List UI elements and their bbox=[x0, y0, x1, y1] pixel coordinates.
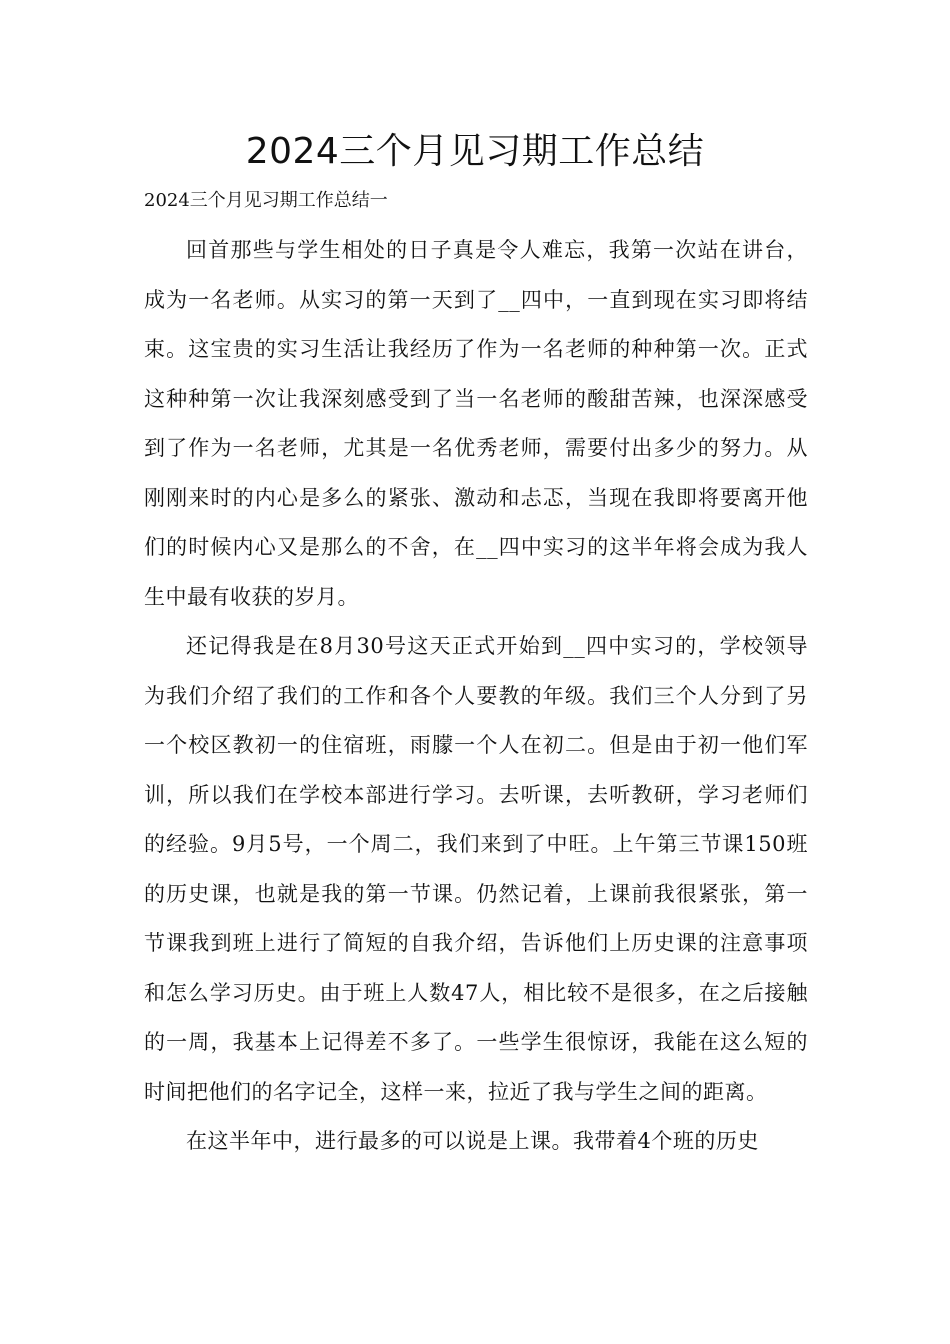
document-title: 2024三个月见习期工作总结 bbox=[245, 131, 705, 172]
paragraph-1: 回首那些与学生相处的日子真是令人难忘，我第一次站在讲台，成为一名老师。从实习的第一天到了__四中，一直到现在实习即将结束。这宝贵的实习生活让我经历了作为一名老师的种种第一次。正式这种种第一次让我深刻感受到了当一名老师的酸甜苦辣，也深深感受到了作为一名老师，尤其是一名优秀老师，需要付出多少的努力。从刚刚来时的内心是多么的紧张、激动和忐忑，当现在我即将要离开他们的时候内心又是那么的不舍，在__四中实习的这半年将会成为我人生中最有收获的岁月。 bbox=[144, 238, 808, 609]
paragraph-2: 还记得我是在8月30号这天正式开始到__四中实习的，学校领导为我们介绍了我们的工作和各个人要教的年级。我们三个人分到了另一个校区教初一的住宿班，雨朦一个人在初二。但是由于初一他们军训，所以我们在学校本部进行学习。去听课，去听教研，学习老师们的经验。9月5号，一个周二，我们来到了中旺。上午第三节课150班的历史课，也就是我的第一节课。仍然记着，上课前我很紧张，第一节课我到班上进行了简短的自我介绍，告诉他们上历史课的注意事项和怎么学习历史。由于班上人数47人，相比较不是很多，在之后接触的一周，我基本上记得差不多了。一些学生很惊讶，我能在这么短的时间把他们的名字记全，这样一来，拉近了我与学生之间的距离。 bbox=[144, 634, 808, 1104]
document-body bbox=[144, 226, 808, 1167]
paragraph-3: 在这半年中，进行最多的可以说是上课。我带着4个班的历史 bbox=[186, 1129, 759, 1153]
section-heading: 2024三个月见习期工作总结一 bbox=[144, 190, 388, 211]
